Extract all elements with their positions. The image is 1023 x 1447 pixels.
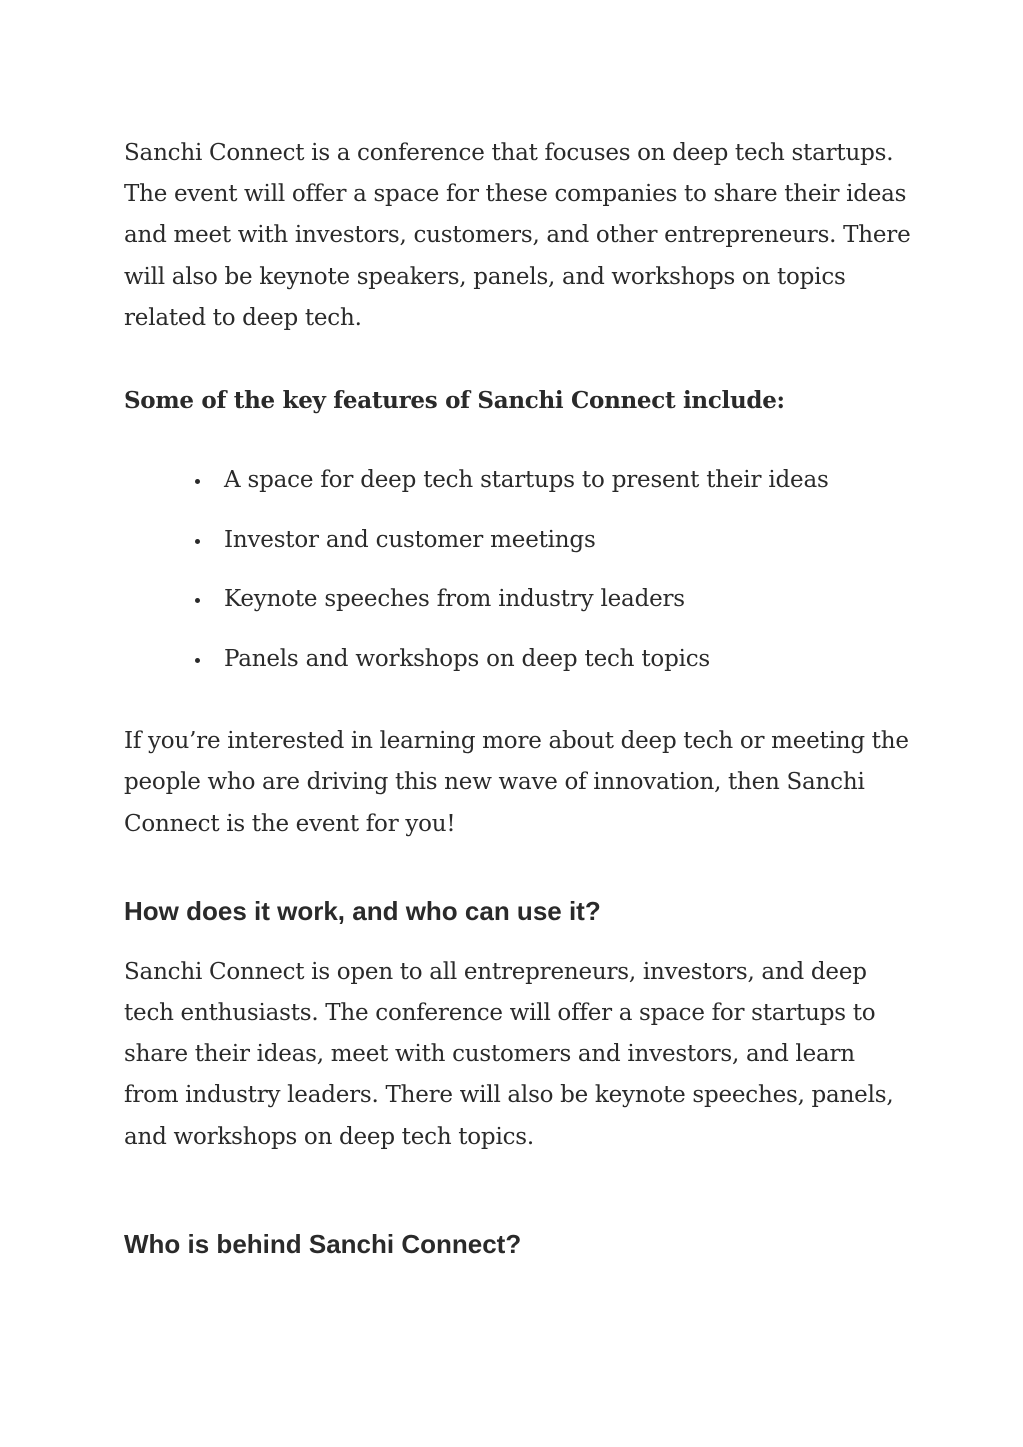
document-page	[124, 133, 914, 1285]
closing-paragraph: If you’re interested in learning more about deep tech or meeting the people who are driving this new wave of innovation, then Sanchi Connect is the event for you!	[124, 728, 909, 837]
list-item-text: Keynote speeches from industry leaders	[224, 586, 685, 613]
feature-list	[124, 460, 914, 680]
list-item	[224, 639, 914, 680]
list-item-text: Investor and customer meetings	[224, 526, 596, 553]
list-item	[224, 460, 914, 501]
who-behind-heading: Who is behind Sanchi Connect?	[124, 1228, 522, 1259]
list-item	[224, 579, 914, 620]
bullet-icon	[195, 598, 200, 603]
list-item-text: Panels and workshops on deep tech topics	[224, 646, 711, 672]
bullet-icon	[195, 658, 200, 663]
list-item	[224, 520, 914, 561]
how-it-works-heading: How does it work, and who can use it?	[124, 895, 601, 926]
bullet-icon	[195, 539, 200, 544]
intro-paragraph: Sanchi Connect is a conference that focuses on deep tech startups. The event will offer a space for these companies to share their ideas and meet with investors, customers, and other entrepreneurs. There will also be keynote speakers, panels, and workshops on topics related to deep tech.	[124, 140, 911, 331]
bullet-icon	[195, 479, 200, 484]
list-item-text: A space for deep tech startups to present their ideas	[224, 467, 829, 494]
features-heading: Some of the key features of Sanchi Connect include:	[124, 387, 785, 415]
how-it-works-paragraph: Sanchi Connect is open to all entrepreneurs, investors, and deep tech enthusiasts. The conference will offer a space for startups to share their ideas, meet with customers and investors, and learn from industry leaders. There will also be keynote speeches, panels, and workshops on deep tech topics.	[124, 958, 894, 1150]
